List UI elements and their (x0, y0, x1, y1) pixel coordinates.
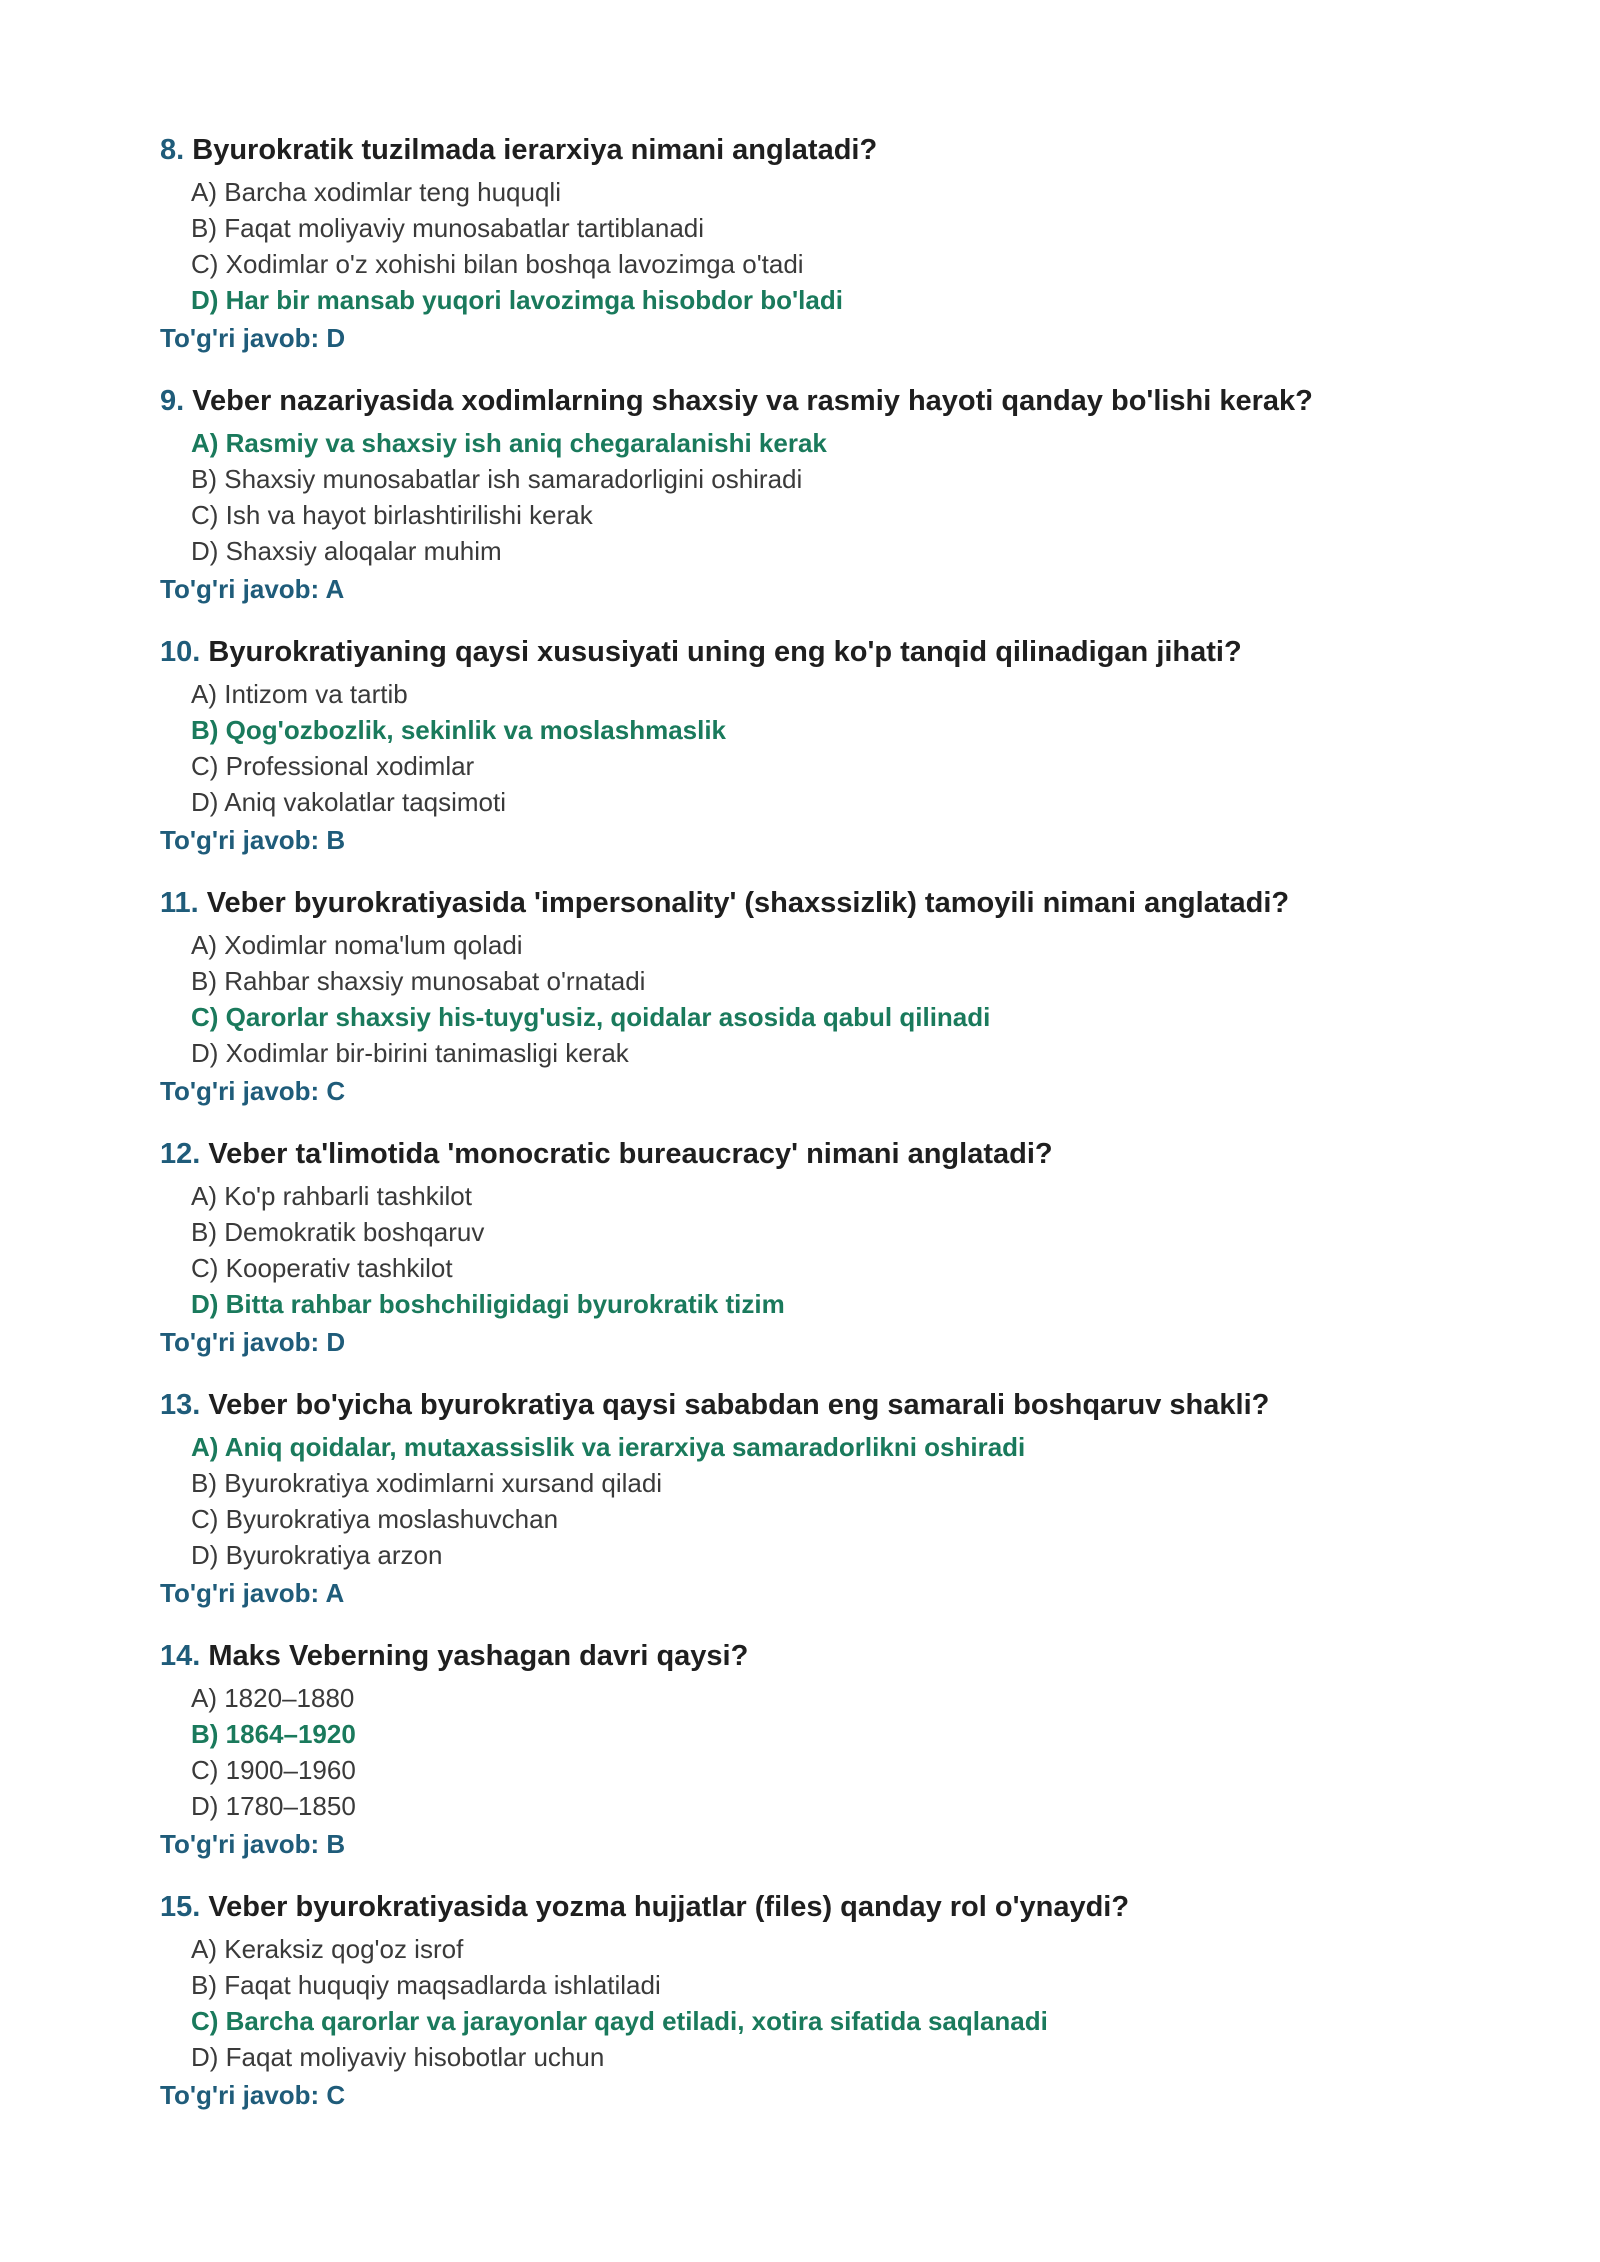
question-block (160, 130, 1460, 357)
option-a: A) Barcha xodimlar teng huquqli (191, 177, 561, 207)
question-title (160, 381, 1460, 421)
option-list (160, 174, 1460, 318)
option-list (160, 1429, 1460, 1573)
option-d: D) 1780–1850 (191, 1791, 356, 1821)
question-text: Veber bo'yicha byurokratiya qaysi sababdan eng samarali boshqaruv shakli? (208, 1389, 1270, 1421)
question-text: Byurokratik tuzilmada ierarxiya nimani anglatadi? (192, 134, 878, 166)
question-title (160, 883, 1460, 923)
option-a: A) Keraksiz qog'oz isrof (191, 1934, 464, 1964)
option-a: A) Xodimlar noma'lum qoladi (191, 930, 523, 960)
question-text: Veber ta'limotida 'monocratic bureaucracy' nimani anglatadi? (208, 1138, 1053, 1170)
option-c: C) Kooperativ tashkilot (191, 1253, 453, 1283)
option-d-correct: D) Bitta rahbar boshchiligidagi byurokratik tizim (191, 1289, 785, 1319)
quiz-page (160, 130, 1460, 2138)
option-c: C) 1900–1960 (191, 1755, 356, 1785)
correct-answer-line: To'g'ri javob: A (160, 1578, 345, 1608)
option-c-correct: C) Qarorlar shaxsiy his-tuyg'usiz, qoidalar asosida qabul qilinadi (191, 1002, 991, 1032)
option-a: A) Ko'p rahbarli tashkilot (191, 1181, 472, 1211)
correct-answer-line: To'g'ri javob: C (160, 2080, 346, 2110)
option-d: D) Byurokratiya arzon (191, 1540, 443, 1570)
question-block (160, 1887, 1460, 2114)
question-title (160, 1887, 1460, 1927)
option-list (160, 1178, 1460, 1322)
question-text: Maks Veberning yashagan davri qaysi? (208, 1640, 749, 1672)
option-a: A) 1820–1880 (191, 1683, 355, 1713)
question-number: 10. (160, 636, 201, 668)
question-number: 9. (160, 385, 185, 417)
question-title (160, 130, 1460, 170)
question-title (160, 1385, 1460, 1425)
question-text: Veber byurokratiyasida yozma hujjatlar (files) qanday rol o'ynaydi? (208, 1891, 1130, 1923)
option-d: D) Faqat moliyaviy hisobotlar uchun (191, 2042, 605, 2072)
correct-answer-line: To'g'ri javob: A (160, 574, 345, 604)
option-c: C) Ish va hayot birlashtirilishi kerak (191, 500, 593, 530)
question-number: 12. (160, 1138, 201, 1170)
option-a-correct: A) Aniq qoidalar, mutaxassislik va ierarxiya samaradorlikni oshiradi (191, 1432, 1026, 1462)
option-list (160, 927, 1460, 1071)
question-block (160, 381, 1460, 608)
option-b: B) Byurokratiya xodimlarni xursand qiladi (191, 1468, 663, 1498)
option-b-correct: B) Qog'ozbozlik, sekinlik va moslashmaslik (191, 715, 727, 745)
correct-answer-line: To'g'ri javob: C (160, 1076, 346, 1106)
option-c: C) Byurokratiya moslashuvchan (191, 1504, 559, 1534)
option-a: A) Intizom va tartib (191, 679, 408, 709)
option-c-correct: C) Barcha qarorlar va jarayonlar qayd etiladi, xotira sifatida saqlanadi (191, 2006, 1048, 2036)
question-number: 14. (160, 1640, 201, 1672)
question-title (160, 632, 1460, 672)
option-d: D) Aniq vakolatlar taqsimoti (191, 787, 507, 817)
question-number: 11. (160, 887, 199, 919)
option-d: D) Xodimlar bir-birini tanimasligi kerak (191, 1038, 629, 1068)
question-title (160, 1134, 1460, 1174)
option-d-correct: D) Har bir mansab yuqori lavozimga hisobdor bo'ladi (191, 285, 843, 315)
question-text: Veber byurokratiyasida 'impersonality' (shaxssizlik) tamoyili nimani anglatadi? (206, 887, 1290, 919)
question-block (160, 1636, 1460, 1863)
option-b: B) Faqat moliyaviy munosabatlar tartiblanadi (191, 213, 705, 243)
option-a-correct: A) Rasmiy va shaxsiy ish aniq chegaralanishi kerak (191, 428, 827, 458)
option-c: C) Xodimlar o'z xohishi bilan boshqa lavozimga o'tadi (191, 249, 804, 279)
option-b: B) Shaxsiy munosabatlar ish samaradorligini oshiradi (191, 464, 803, 494)
option-list (160, 1680, 1460, 1824)
option-b: B) Demokratik boshqaruv (191, 1217, 485, 1247)
question-number: 8. (160, 134, 185, 166)
correct-answer-line: To'g'ri javob: D (160, 1327, 346, 1357)
correct-answer-line: To'g'ri javob: D (160, 323, 346, 353)
question-block (160, 632, 1460, 859)
question-block (160, 1385, 1460, 1612)
question-text: Byurokratiyaning qaysi xususiyati uning eng ko'p tanqid qilinadigan jihati? (208, 636, 1242, 668)
option-list (160, 1931, 1460, 2075)
option-d: D) Shaxsiy aloqalar muhim (191, 536, 502, 566)
correct-answer-line: To'g'ri javob: B (160, 825, 346, 855)
option-b-correct: B) 1864–1920 (191, 1719, 356, 1749)
question-block (160, 1134, 1460, 1361)
option-list (160, 676, 1460, 820)
correct-answer-line: To'g'ri javob: B (160, 1829, 346, 1859)
question-number: 13. (160, 1389, 201, 1421)
question-text: Veber nazariyasida xodimlarning shaxsiy va rasmiy hayoti qanday bo'lishi kerak? (192, 385, 1313, 417)
option-c: C) Professional xodimlar (191, 751, 475, 781)
question-block (160, 883, 1460, 1110)
option-b: B) Rahbar shaxsiy munosabat o'rnatadi (191, 966, 646, 996)
question-number: 15. (160, 1891, 201, 1923)
option-b: B) Faqat huquqiy maqsadlarda ishlatiladi (191, 1970, 661, 2000)
question-title (160, 1636, 1460, 1676)
option-list (160, 425, 1460, 569)
